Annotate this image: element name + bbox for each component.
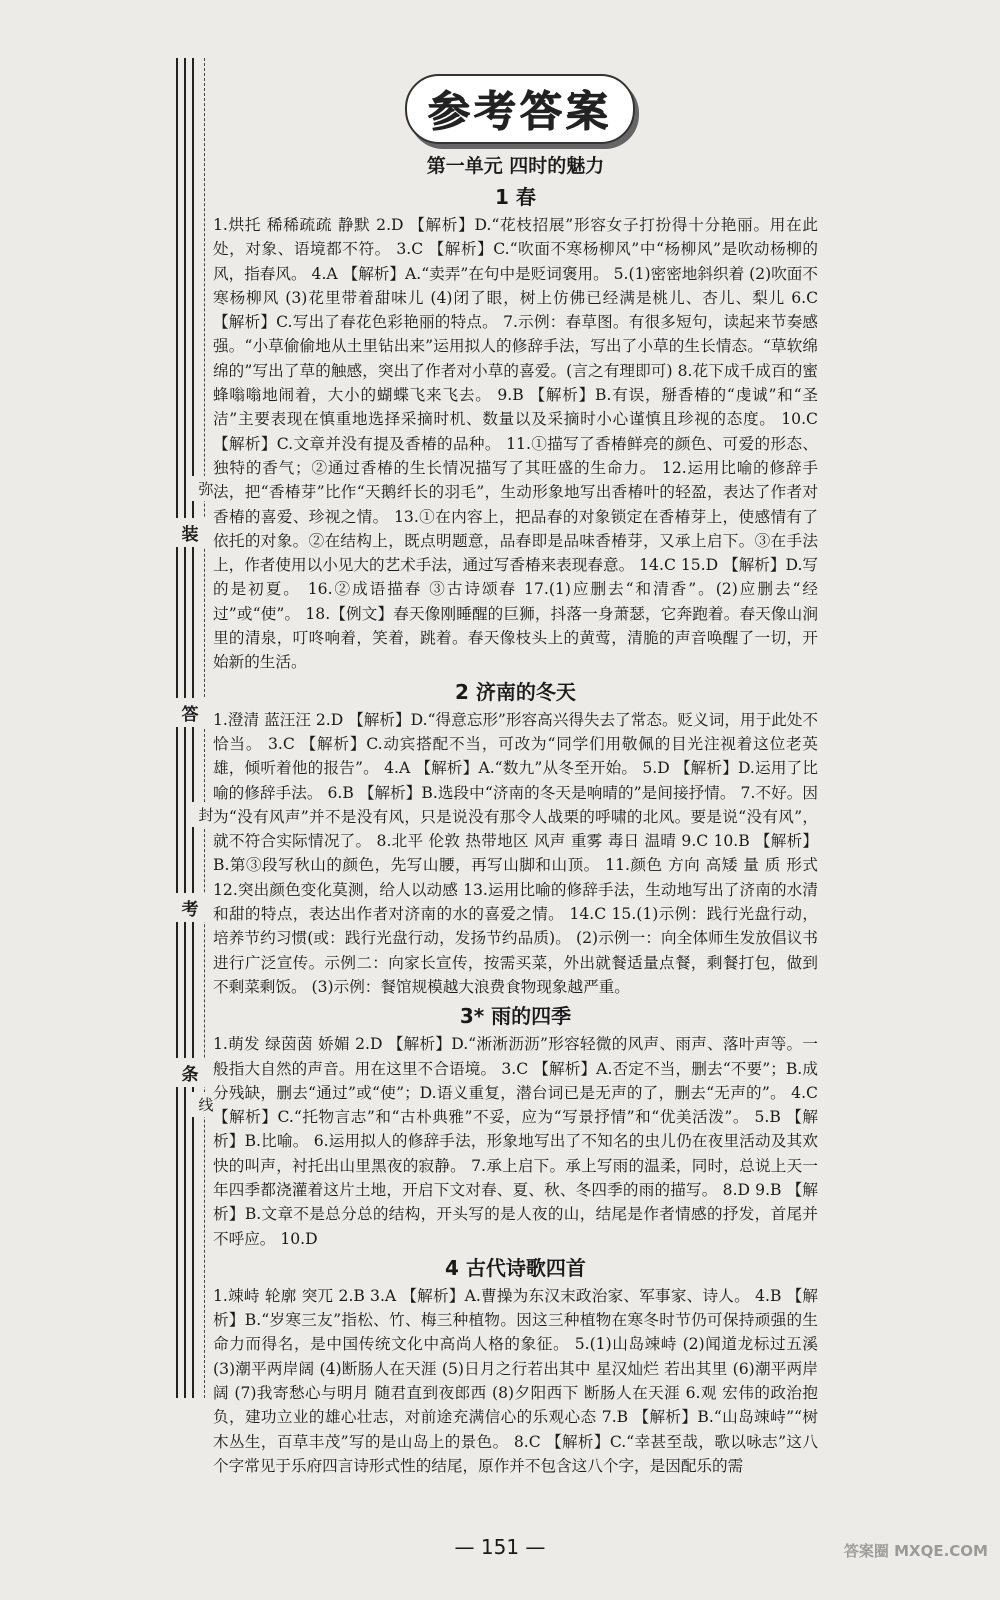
page-title: 参考答案 bbox=[427, 87, 612, 136]
lesson-answers: 1.澄清 蓝汪汪 2.D 【解析】D.“得意忘形”形容高兴得失去了常态。贬义词，用于此处不恰当。 3.C 【解析】C.动宾搭配不当，可改为“同学们用敬佩的目光注视着这位老英雄，倾听着他的报告”。 4.A 【解析】A.“数九”从冬至开始。 5.D 【解析】D.运用了比喻的修辞手法。 6.B 【解析】B.选段中“济南的冬天是响晴的”是间接抒情。 7.不好。因为“没有风声”并不是没有风，只是说没有那令人战栗的呼啸的北风。要是说“没有风”，就不符合实际情况了。 8.北平 伦敦 热带地区 风声 重雾 毒日 温晴 9.C 10.B 【解析】B.第③段写秋山的颜色，先写山腰，再写山脚和山顶。 11.颜色 方向 高矮 量 质 形式 12.突出颜色变化莫测，给人以动感 13.运用比喻的修辞手法，生动地写出了济南的水清和甜的特点，表达出作者对济南的水的喜爱之情。 14.C 15.(1)示例：践行光盘行动，培养节约习惯(或：践行光盘行动，发扬节约品质)。 (2)示例一：向全体师生发放倡议书进行广泛宣传。示例二：向家长宣传，按需买菜，外出就餐适量点餐，剩餐打包，做到不剩菜剩饭。 (3)示例：餐馆规模越大浪费食物现象越严重。 bbox=[213, 710, 818, 996]
margin-word: 考 bbox=[170, 893, 210, 922]
margin-word: 封 bbox=[186, 802, 226, 827]
lesson-title: 3* 雨的四季 bbox=[459, 1004, 572, 1029]
header-banner bbox=[405, 74, 635, 144]
margin-rule bbox=[176, 58, 178, 1398]
margin-rule bbox=[184, 58, 186, 1398]
margin-word: 条 bbox=[170, 1058, 210, 1087]
binding-margin bbox=[170, 58, 214, 1398]
lesson-title: 1 春 bbox=[495, 185, 536, 209]
margin-cut-line bbox=[204, 58, 205, 1398]
margin-word: 答 bbox=[170, 698, 210, 727]
lesson-answers: 1.萌发 绿茵茵 娇媚 2.D 【解析】D.“淅淅沥沥”形容轻微的风声、雨声、落叶声等。一般指大自然的声音。用在这里不合语境。 3.C 【解析】A.否定不当，删去“不要”；B.成分残缺，删去“通过”或“使”；D.语义重复，潜台词已是无声的了，删去“无声的”。 4.C 【解析】C.“托物言志”和“古朴典雅”不妥，应为“写景抒情”和“优美活泼”。 5.B 【解析】B.比喻。 6.运用拟人的修辞手法，形象地写出了不知名的虫儿仍在夜里活动及其欢快的叫声，衬托出山里黑夜的寂静。 7.承上启下。承上写雨的温柔，同时，总说上天一年四季都浇灌着这片土地，开启下文对春、夏、秋、冬四季的雨的描写。 8.D 9.B 【解析】B.文章不是总分总的结构，开头写的是人夜的山，结尾是作者情感的抒发，首尾并不呼应。 10.D bbox=[213, 1035, 819, 1248]
margin-word: 装 bbox=[170, 518, 210, 547]
lesson-title: 2 济南的冬天 bbox=[455, 679, 576, 704]
answer-content bbox=[213, 150, 818, 1478]
lesson-answers: 1.竦峙 轮廓 突兀 2.B 3.A 【解析】A.曹操为东汉末政治家、军事家、诗人。 4.B 【解析】B.“岁寒三友”指松、竹、梅三种植物。因这三种植物在寒冬时节仍可保持顽强的生命力而得名，是中国传统文化中高尚人格的象征。 5.(1)山岛竦峙 (2)闻道龙标过五溪 (3)潮平两岸阔 (4)断肠人在天涯 (5)日月之行若出其中 星汉灿烂 若出其里 (6)潮平两岸阔 (7)我寄愁心与明月 随君直到夜郎西 (8)夕阳西下 断肠人在天涯 6.观 宏伟的政治抱负，建功立业的雄心壮志，对前途充满信心的乐观心态 7.B 【解析】B.“山岛竦峙”“树木丛生，百草丰茂”写的是山岛上的景色。 8.C 【解析】C.“幸甚至哉，歌以咏志”这八个字常见于乐府四言诗形式性的结尾，原作并不包含这八个字，是因配乐的需 bbox=[213, 1286, 818, 1475]
unit-title: 第一单元 四时的魅力 bbox=[426, 155, 605, 177]
watermark: 答案圈 MXQE.COM bbox=[843, 1542, 988, 1560]
lesson-title: 4 古代诗歌四首 bbox=[445, 1255, 586, 1280]
margin-word: 弥 bbox=[186, 476, 226, 501]
lesson-answers: 1.烘托 稀稀疏疏 静默 2.D 【解析】D.“花枝招展”形容女子打扮得十分艳丽。用在此处，对象、语境都不符。 3.C 【解析】C.“吹面不寒杨柳风”中“杨柳风”是吹动杨柳的风，指春风。 4.A 【解析】A.“卖弄”在句中是贬词褒用。 5.(1)密密地斜织着 (2)吹面不寒杨柳风 (3)花里带着甜味儿 (4)闭了眼，树上仿佛已经满是桃儿、杏儿、梨儿 6.C 【解析】C.写出了春花色彩艳丽的特点。 7.示例：春草图。有很多短句，读起来节奏感强。“小草偷偷地从土里钻出来”运用拟人的修辞手法，写出了小草的生长情态。“草软绵绵的”写出了草的触感，突出了作者对小草的喜爱。(言之有理即可) 8.花下成千成百的蜜蜂嗡嗡地闹着，大小的蝴蝶飞来飞去。 9.B 【解析】B.有误，掰香椿的“虔诚”和“圣洁”主要表现在慎重地选择采摘时机、数量以及采摘时小心谨慎且珍视的态度。 10.C 【解析】C.文章并没有提及香椿的品种。 11.①描写了香椿鲜亮的颜色、可爱的形态、独特的香气；②通过香椿的生长情况描写了其旺盛的生命力。 12.运用比喻的修辞手法，把“香椿芽”比作“天鹅纤长的羽毛”，生动形象地写出香椿叶的轻盈，表达了作者对香椿的喜爱、珍视之情。 13.①在内容上，把品春的对象锁定在香椿芽上，使感情有了依托的对象。②在结构上，既点明题意，品春即是品味香椿芽，又承上启下。③在手法上，作者使用以小见大的艺术手法，通过写香椿来表现春意。 14.C 15.D 【解析】D.写的是初夏。 16.②成语描春 ③古诗颂春 17.(1)应删去“和清香”。(2)应删去“经过”或“使”。 18.【例文】春天像刚睡醒的巨狮，抖落一身萧瑟，它奔跑着。春天像山涧里的清泉，叮咚响着，笑着，跳着。春天像枝头上的黄莺，清脆的声音唤醒了一切，开始新的生活。 bbox=[213, 216, 818, 672]
margin-word: 线 bbox=[186, 1092, 226, 1117]
page-number: — 151 — bbox=[454, 1535, 546, 1559]
margin-rule bbox=[192, 58, 194, 1398]
